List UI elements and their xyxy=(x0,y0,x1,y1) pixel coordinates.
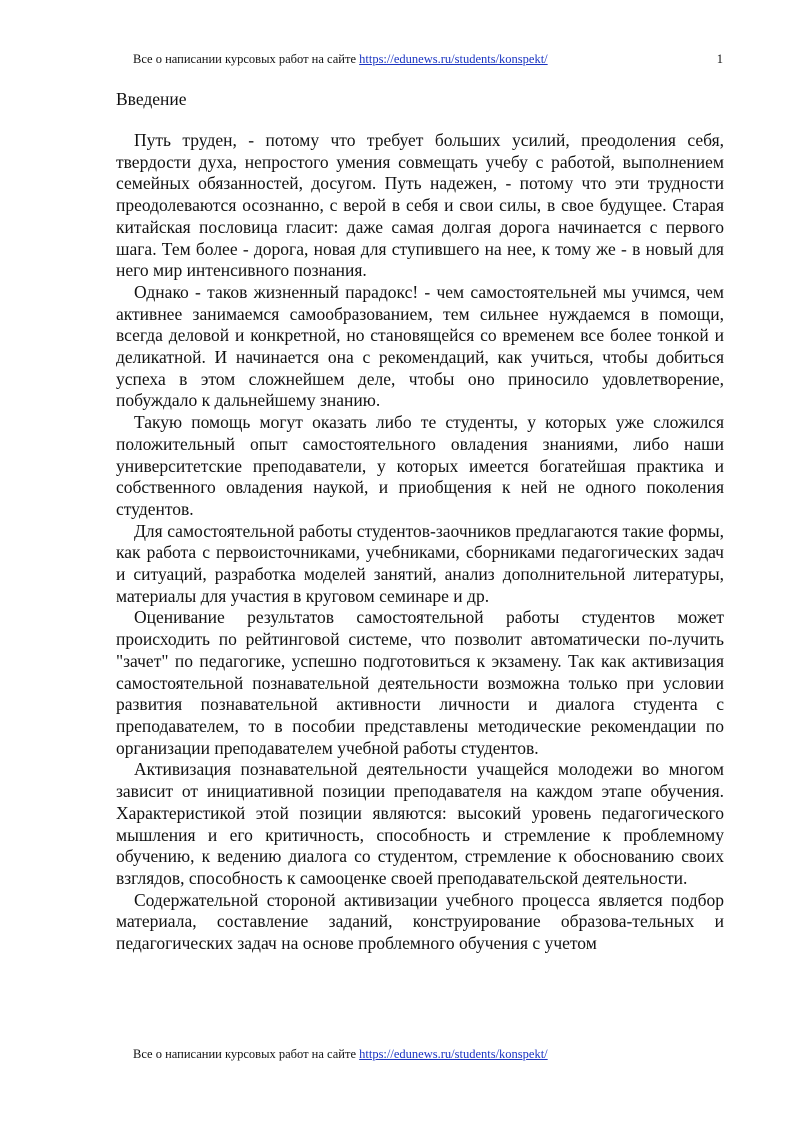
paragraph: Оценивание результатов самостоятельной работы студентов может происходить по рейтинговой системе, что позволит автоматически по-лучить "зачет" по педагогике, успешно подготовиться к экзамену. Так как активизация самостоятельной познавательной деятельности возможна только при условии развития познавательной активности личности и диалога студента с преподавателем, то в пособии представлены методические рекомендации по организации преподавателем учебной работы студентов. xyxy=(116,607,724,758)
page-header xyxy=(133,50,729,68)
paragraph: Однако - таков жизненный парадокс! - чем самостоятельней мы учимся, чем активнее занимаемся самообразованием, тем сильнее нуждаемся в помощи, всегда деловой и конкретной, но становящейся со временем все более тонкой и деликатной. И начинается она с рекомендаций, как учиться, чтобы добиться успеха в этом сложнейшем деле, чтобы оно приносило удовлетворение, побуждало к дальнейшему знанию. xyxy=(116,281,724,411)
header-prefix-text: Все о написании курсовых работ на сайте xyxy=(133,52,356,66)
paragraph: Путь труден, - потому что требует больших усилий, преодоления себя, твердости духа, непростого умения совмещать учебу с работой, выполнением семейных обязанностей, досугом. Путь надежен, - потому что эти трудности преодолеваются осознанно, с верой в себя и свои силы, в свое будущее. Старая китайская пословица гласит: даже самая долгая дорога начинается с первого шага. Тем более - дорога, новая для ступившего на нее, к тому же - в новый для него мир интенсивного познания. xyxy=(116,130,724,281)
footer-prefix-text: Все о написании курсовых работ на сайте xyxy=(133,1047,356,1061)
page-number: 1 xyxy=(716,52,723,66)
header-link[interactable]: https://edunews.ru/students/konspekt/ xyxy=(359,52,548,66)
paragraph: Содержательной стороной активизации учебного процесса является подбор материала, составление заданий, конструирование образова-тельных и педагогических задач на основе проблемного обучения с учетом xyxy=(116,889,724,954)
paragraph: Такую помощь могут оказать либо те студенты, у которых уже сложился положительный опыт самостоятельного овладения знаниями, либо наши университетские преподаватели, у которых имеется богатейшая практика и собственного овладения наукой, и приобщения к ней не одного поколения студентов. xyxy=(116,412,724,519)
footer-link[interactable]: https://edunews.ru/students/konspekt/ xyxy=(359,1047,548,1061)
paragraph: Для самостоятельной работы студентов-заочников предлагаются такие формы, как работа с первоисточниками, учебниками, сборниками педагогических задач и ситуаций, разработка моделей занятий, анализ дополнительной литературы, материалы для участия в круговом семинаре и др. xyxy=(116,520,724,606)
section-heading: Введение xyxy=(116,89,187,109)
body-text xyxy=(116,130,724,955)
paragraph: Активизация познавательной деятельности учащейся молодежи во многом зависит от инициативной позиции преподавателя на каждом этапе обучения. Характеристикой этой позиции являются: высокий уровень педагогического мышления и его критичность, способность и стремление к проблемному обучению, к ведению диалога со студентом, стремление к обоснованию своих взглядов, способность к самооценке своей преподавательской деятельности. xyxy=(116,759,724,888)
page-footer xyxy=(133,1045,548,1063)
